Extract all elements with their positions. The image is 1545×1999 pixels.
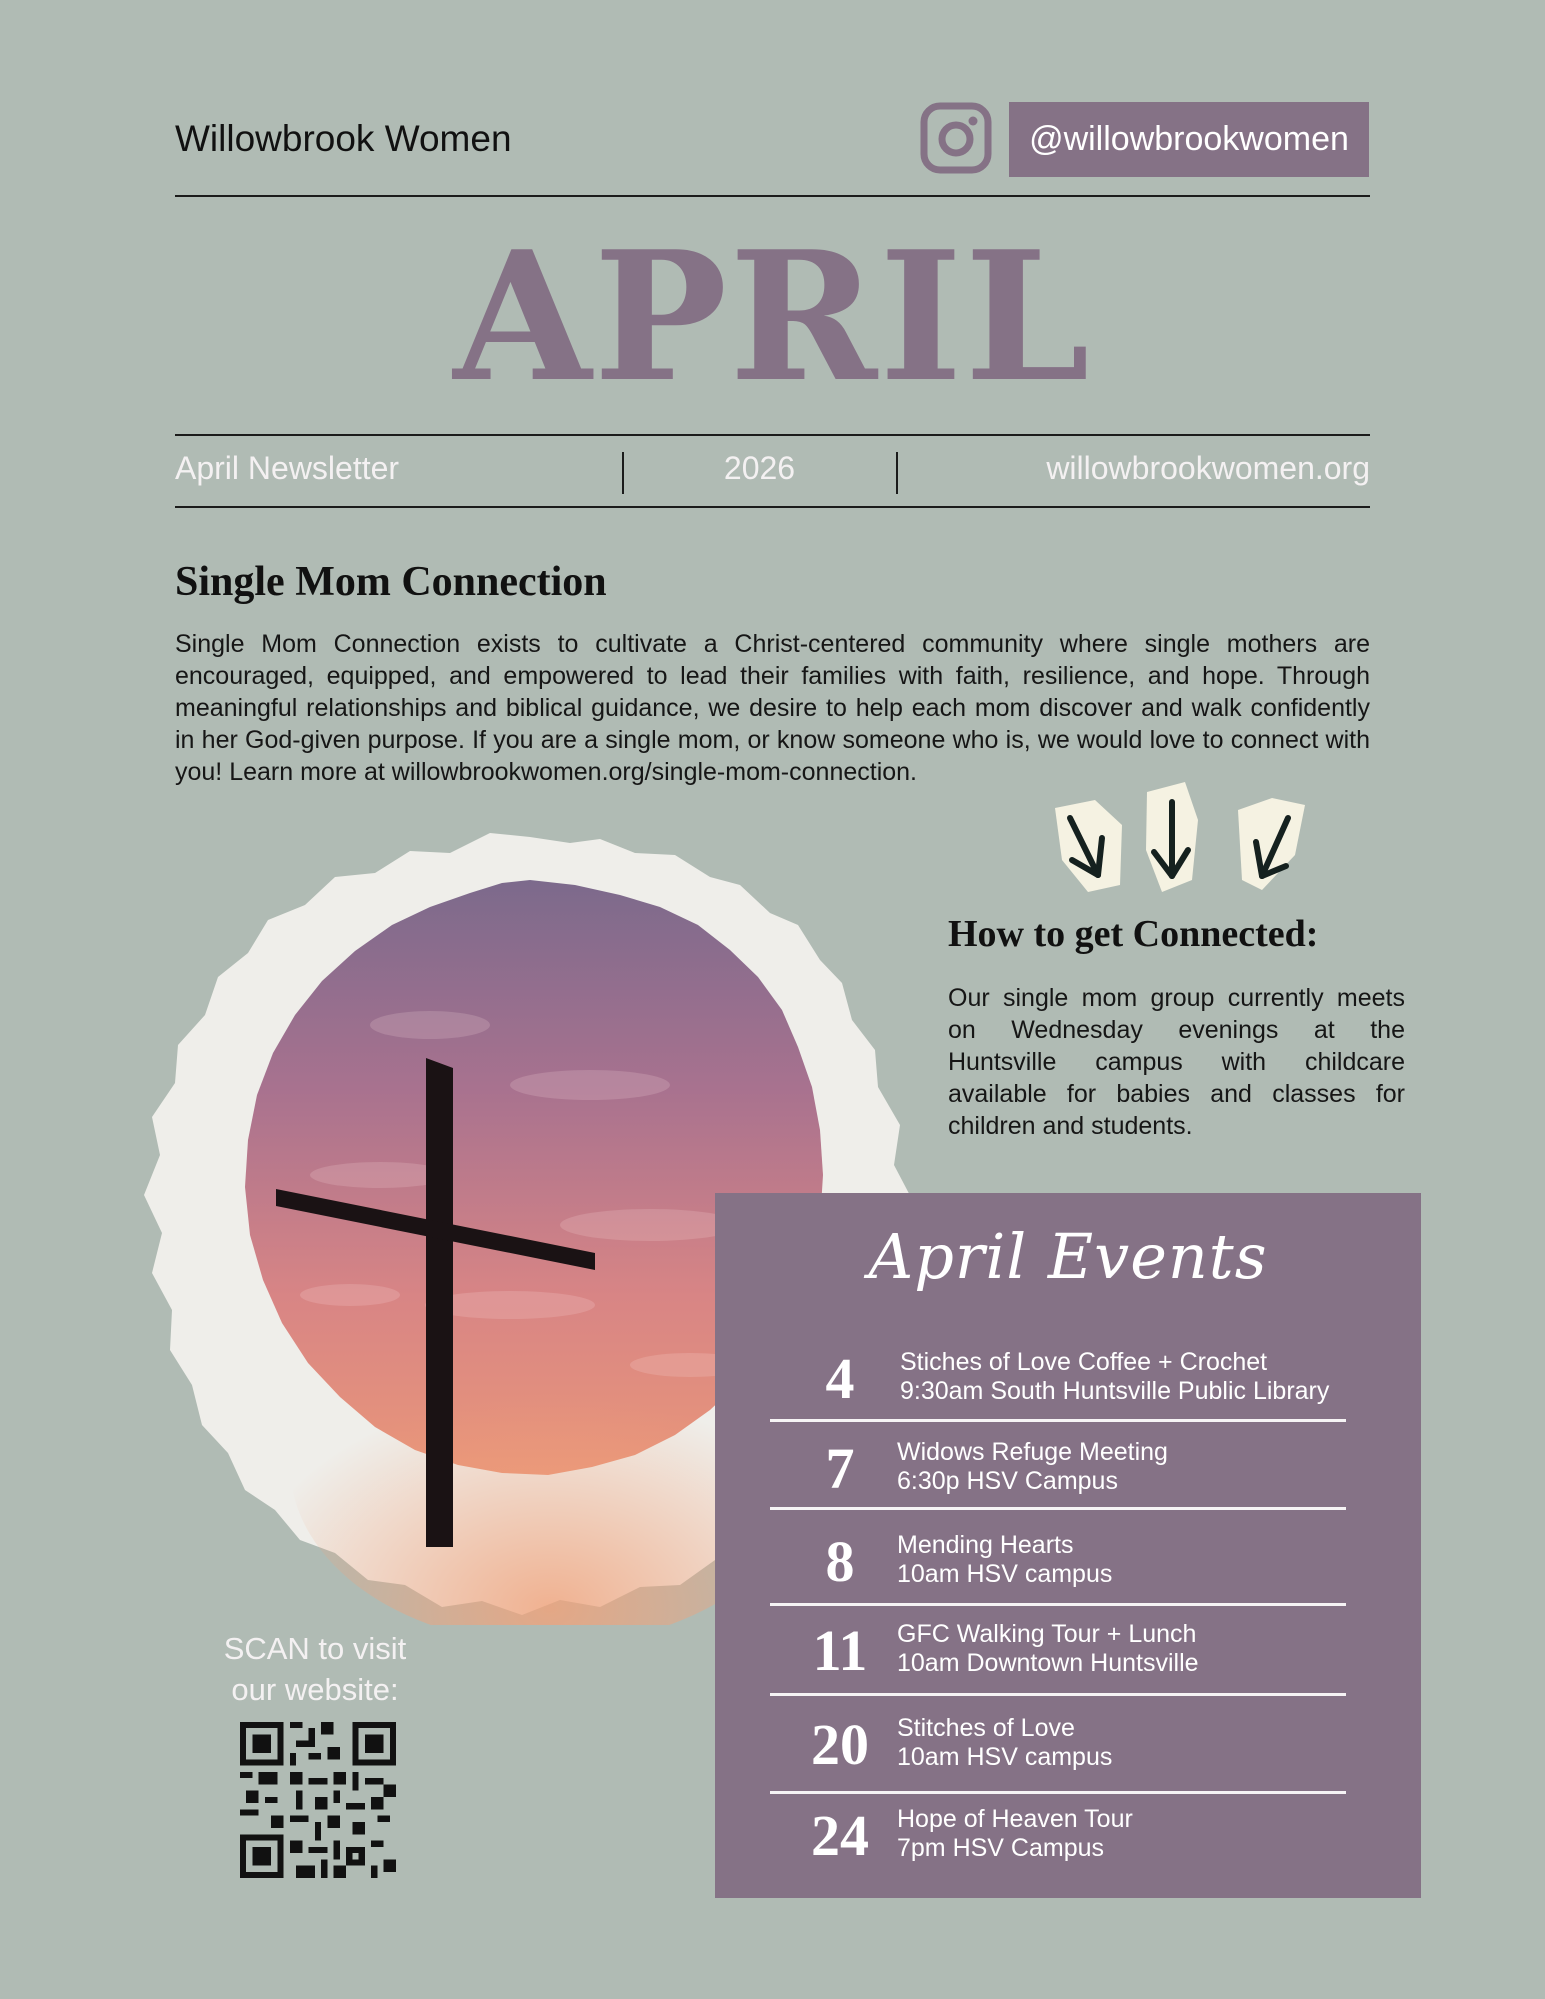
instagram-icon[interactable] <box>920 102 992 174</box>
event-name: Widows Refuge Meeting <box>897 1438 1168 1466</box>
single-mom-description: Single Mom Connection exists to cultivate a Christ-centered community where single mothers are encouraged, equipped, and empowered to lead their families with faith, resilience, and hope. Through meaningful relationships and biblical guidance, we desire to help each mom discover and walk confidently in her God-given purpose. If you are a single mom, or know someone who is, we would love to connect with you! Learn more at willowbrookwomen.org/single-mom-connection. <box>175 630 1370 786</box>
event-day: 7 <box>825 1436 855 1501</box>
header-divider <box>175 195 1370 197</box>
instagram-handle[interactable]: @willowbrookwomen <box>1009 102 1369 177</box>
down-arrows-icon <box>1050 780 1320 900</box>
events-title: April Events <box>868 1220 1268 1293</box>
scan-caption-line: SCAN to visit <box>223 1631 407 1666</box>
event-name: Mending Hearts <box>897 1531 1074 1559</box>
event-detail: 10am HSV campus <box>897 1560 1113 1588</box>
meta-separator <box>896 452 898 494</box>
newsletter-year: 2026 <box>723 450 796 486</box>
scan-caption-line: our website: <box>231 1672 399 1707</box>
newsletter-label: April Newsletter <box>175 450 400 486</box>
event-name: Stiches of Love Coffee + Crochet <box>900 1348 1268 1376</box>
event-divider <box>770 1693 1346 1696</box>
website-link[interactable]: willowbrookwomen.org <box>1046 450 1370 486</box>
event-divider <box>770 1507 1346 1510</box>
event-day: 8 <box>825 1529 855 1594</box>
qr-code-icon[interactable] <box>240 1722 396 1878</box>
event-detail: 6:30p HSV Campus <box>897 1467 1118 1495</box>
page-title: APRIL <box>453 212 1092 421</box>
event-name: GFC Walking Tour + Lunch <box>897 1620 1197 1648</box>
event-name: Hope of Heaven Tour <box>897 1805 1133 1833</box>
event-day: 24 <box>811 1803 869 1868</box>
event-divider <box>770 1603 1346 1606</box>
event-name: Stitches of Love <box>897 1714 1075 1742</box>
event-day: 11 <box>812 1618 868 1683</box>
event-divider <box>770 1791 1346 1794</box>
meta-divider-bottom <box>175 506 1370 508</box>
scan-caption <box>205 1628 425 1710</box>
meta-divider-top <box>175 434 1370 436</box>
event-day: 20 <box>811 1712 869 1777</box>
section-heading-single-mom: Single Mom Connection <box>175 559 607 605</box>
section-heading-connect: How to get Connected: <box>948 913 1319 955</box>
event-detail: 10am HSV campus <box>897 1743 1113 1771</box>
event-detail: 10am Downtown Huntsville <box>897 1649 1199 1677</box>
event-divider <box>770 1419 1346 1422</box>
event-detail: 9:30am South Huntsville Public Library <box>900 1377 1330 1405</box>
connect-description: Our single mom group currently meets on Wednesday evenings at the Huntsville campus with childcare available for babies and classes for children and students. <box>948 984 1405 1140</box>
organization-name: Willowbrook Women <box>175 118 512 159</box>
event-detail: 7pm HSV Campus <box>897 1834 1105 1862</box>
event-day: 4 <box>825 1346 855 1411</box>
